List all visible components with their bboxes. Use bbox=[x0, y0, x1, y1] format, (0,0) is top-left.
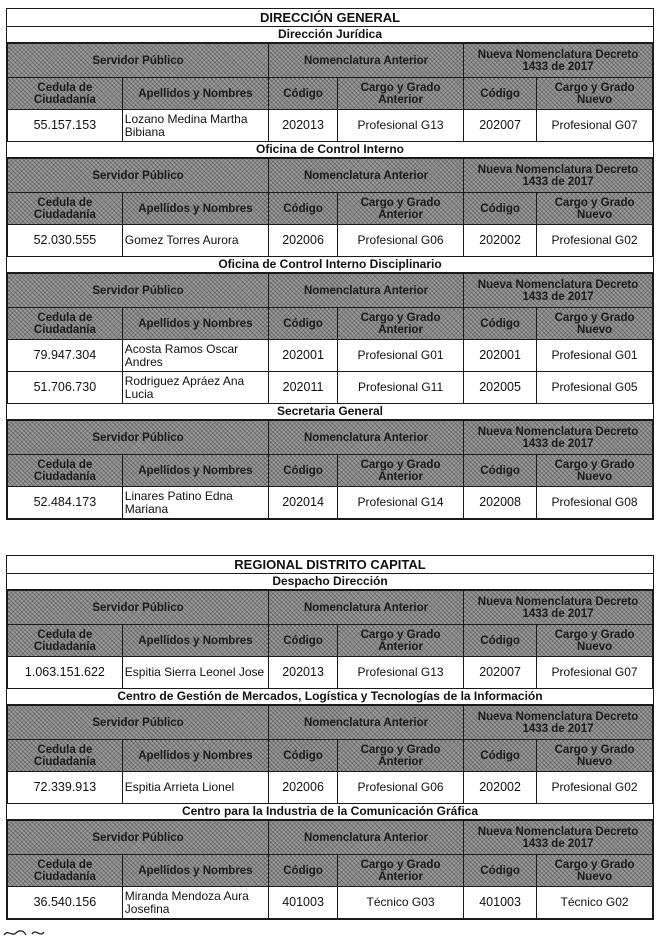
header-cedula: Cedula de Ciudadanía bbox=[8, 455, 123, 487]
codigo-nuevo-cell: 202007 bbox=[464, 110, 537, 142]
header-row-group bbox=[8, 591, 653, 625]
table-row bbox=[8, 225, 653, 257]
cargo-anterior-cell: Profesional G01 bbox=[338, 340, 464, 372]
section-table bbox=[7, 420, 653, 519]
section-table bbox=[7, 43, 653, 142]
table-row bbox=[8, 372, 653, 404]
cedula-cell: 55.157.153 bbox=[8, 110, 123, 142]
header-apellidos: Apellidos y Nombres bbox=[122, 193, 268, 225]
codigo-nuevo-cell: 401003 bbox=[464, 887, 537, 919]
header-servidor: Servidor Público bbox=[8, 706, 269, 740]
cedula-cell: 51.706.730 bbox=[8, 372, 123, 404]
header-row-group bbox=[8, 421, 653, 455]
section-title: Oficina de Control Interno Disciplinario bbox=[7, 257, 653, 273]
header-nomenclatura-anterior: Nomenclatura Anterior bbox=[269, 821, 464, 855]
section-title: Centro de Gestión de Mercados, Logística y Tecnologías de la Información bbox=[7, 689, 653, 705]
header-servidor: Servidor Público bbox=[8, 274, 269, 308]
cargo-anterior-cell: Profesional G06 bbox=[338, 225, 464, 257]
codigo-nuevo-cell: 202007 bbox=[464, 657, 537, 689]
codigo-nuevo-cell: 202001 bbox=[464, 340, 537, 372]
header-apellidos: Apellidos y Nombres bbox=[122, 308, 268, 340]
section-title: Secretaria General bbox=[7, 404, 653, 420]
header-nueva-nomenclatura: Nueva Nomenclatura Decreto 1433 de 2017 bbox=[464, 706, 653, 740]
cedula-cell: 52.484.173 bbox=[8, 487, 123, 519]
nombre-cell: Acosta Ramos Oscar Andres bbox=[122, 340, 268, 372]
table-row bbox=[8, 110, 653, 142]
header-nueva-nomenclatura: Nueva Nomenclatura Decreto 1433 de 2017 bbox=[464, 821, 653, 855]
nombre-cell: Gomez Torres Aurora bbox=[122, 225, 268, 257]
nombre-cell: Espitia Sierra Leonel Jose bbox=[122, 657, 268, 689]
header-row-group bbox=[8, 706, 653, 740]
table-row bbox=[8, 772, 653, 804]
header-cargo-nuevo: Cargo y Grado Nuevo bbox=[537, 193, 653, 225]
header-cargo-anterior: Cargo y Grado Anterior bbox=[338, 455, 464, 487]
header-cargo-nuevo: Cargo y Grado Nuevo bbox=[537, 625, 653, 657]
header-row-columns bbox=[8, 78, 653, 110]
cargo-nuevo-cell: Profesional G02 bbox=[537, 772, 653, 804]
header-cedula: Cedula de Ciudadanía bbox=[8, 308, 123, 340]
cedula-cell: 72.339.913 bbox=[8, 772, 123, 804]
header-nomenclatura-anterior: Nomenclatura Anterior bbox=[269, 159, 464, 193]
header-servidor: Servidor Público bbox=[8, 821, 269, 855]
nombre-cell: Espitia Arrieta Lionel bbox=[122, 772, 268, 804]
codigo-nuevo-cell: 202008 bbox=[464, 487, 537, 519]
header-codigo: Código bbox=[269, 740, 338, 772]
section-table bbox=[7, 273, 653, 404]
header-servidor: Servidor Público bbox=[8, 44, 269, 78]
cargo-nuevo-cell: Profesional G02 bbox=[537, 225, 653, 257]
header-cargo-nuevo: Cargo y Grado Nuevo bbox=[537, 455, 653, 487]
header-cargo-anterior: Cargo y Grado Anterior bbox=[338, 855, 464, 887]
header-cargo-nuevo: Cargo y Grado Nuevo bbox=[537, 78, 653, 110]
cargo-anterior-cell: Profesional G11 bbox=[338, 372, 464, 404]
section-table bbox=[7, 705, 653, 804]
nombre-cell: Miranda Mendoza Aura Josefina bbox=[122, 887, 268, 919]
cargo-nuevo-cell: Profesional G07 bbox=[537, 110, 653, 142]
header-codigo: Código bbox=[269, 625, 338, 657]
header-cedula: Cedula de Ciudadanía bbox=[8, 625, 123, 657]
header-nueva-nomenclatura: Nueva Nomenclatura Decreto 1433 de 2017 bbox=[464, 159, 653, 193]
header-nomenclatura-anterior: Nomenclatura Anterior bbox=[269, 591, 464, 625]
header-servidor: Servidor Público bbox=[8, 591, 269, 625]
header-apellidos: Apellidos y Nombres bbox=[122, 455, 268, 487]
nombre-cell: Linares Patino Edna Mariana bbox=[122, 487, 268, 519]
header-nueva-nomenclatura: Nueva Nomenclatura Decreto 1433 de 2017 bbox=[464, 44, 653, 78]
cargo-nuevo-cell: Técnico G02 bbox=[537, 887, 653, 919]
nombre-cell: Lozano Medina Martha Bibiana bbox=[122, 110, 268, 142]
header-cargo-anterior: Cargo y Grado Anterior bbox=[338, 740, 464, 772]
codigo-anterior-cell: 202013 bbox=[269, 657, 338, 689]
header-row-columns bbox=[8, 193, 653, 225]
header-apellidos: Apellidos y Nombres bbox=[122, 625, 268, 657]
header-row-group bbox=[8, 159, 653, 193]
header-cargo-nuevo: Cargo y Grado Nuevo bbox=[537, 308, 653, 340]
cargo-anterior-cell: Técnico G03 bbox=[338, 887, 464, 919]
cedula-cell: 36.540.156 bbox=[8, 887, 123, 919]
section-title: Dirección Jurídica bbox=[7, 27, 653, 43]
header-servidor: Servidor Público bbox=[8, 421, 269, 455]
codigo-anterior-cell: 202014 bbox=[269, 487, 338, 519]
header-servidor: Servidor Público bbox=[8, 159, 269, 193]
header-codigo: Código bbox=[269, 855, 338, 887]
block-regional-distrito-capital bbox=[6, 555, 654, 920]
header-row-group bbox=[8, 821, 653, 855]
cargo-nuevo-cell: Profesional G05 bbox=[537, 372, 653, 404]
codigo-nuevo-cell: 202005 bbox=[464, 372, 537, 404]
header-nomenclatura-anterior: Nomenclatura Anterior bbox=[269, 274, 464, 308]
codigo-anterior-cell: 202001 bbox=[269, 340, 338, 372]
cargo-anterior-cell: Profesional G06 bbox=[338, 772, 464, 804]
section-table bbox=[7, 158, 653, 257]
nombre-cell: Rodriguez Apráez Ana Lucia bbox=[122, 372, 268, 404]
header-codigo-nuevo: Código bbox=[464, 78, 537, 110]
section-table bbox=[7, 820, 653, 919]
header-cargo-nuevo: Cargo y Grado Nuevo bbox=[537, 855, 653, 887]
header-cargo-nuevo: Cargo y Grado Nuevo bbox=[537, 740, 653, 772]
header-row-group bbox=[8, 44, 653, 78]
header-row-columns bbox=[8, 625, 653, 657]
cedula-cell: 52.030.555 bbox=[8, 225, 123, 257]
block-title: REGIONAL DISTRITO CAPITAL bbox=[7, 556, 653, 574]
codigo-anterior-cell: 202013 bbox=[269, 110, 338, 142]
section-table bbox=[7, 590, 653, 689]
cargo-anterior-cell: Profesional G13 bbox=[338, 657, 464, 689]
block-title: DIRECCIÓN GENERAL bbox=[7, 9, 653, 27]
header-codigo: Código bbox=[269, 455, 338, 487]
cargo-nuevo-cell: Profesional G07 bbox=[537, 657, 653, 689]
block-direccion-general bbox=[6, 8, 654, 520]
section-title: Oficina de Control Interno bbox=[7, 142, 653, 158]
header-apellidos: Apellidos y Nombres bbox=[122, 78, 268, 110]
header-codigo-nuevo: Código bbox=[464, 193, 537, 225]
cedula-cell: 1.063.151.622 bbox=[8, 657, 123, 689]
header-row-columns bbox=[8, 855, 653, 887]
table-row bbox=[8, 487, 653, 519]
header-apellidos: Apellidos y Nombres bbox=[122, 855, 268, 887]
header-row-group bbox=[8, 274, 653, 308]
header-cargo-anterior: Cargo y Grado Anterior bbox=[338, 625, 464, 657]
header-cedula: Cedula de Ciudadanía bbox=[8, 193, 123, 225]
header-nueva-nomenclatura: Nueva Nomenclatura Decreto 1433 de 2017 bbox=[464, 591, 653, 625]
header-nueva-nomenclatura: Nueva Nomenclatura Decreto 1433 de 2017 bbox=[464, 421, 653, 455]
codigo-anterior-cell: 202006 bbox=[269, 772, 338, 804]
header-nomenclatura-anterior: Nomenclatura Anterior bbox=[269, 44, 464, 78]
header-apellidos: Apellidos y Nombres bbox=[122, 740, 268, 772]
header-codigo: Código bbox=[269, 193, 338, 225]
header-codigo-nuevo: Código bbox=[464, 308, 537, 340]
codigo-anterior-cell: 202011 bbox=[269, 372, 338, 404]
header-row-columns bbox=[8, 740, 653, 772]
handwritten-signature bbox=[2, 925, 72, 939]
header-row-columns bbox=[8, 308, 653, 340]
codigo-anterior-cell: 401003 bbox=[269, 887, 338, 919]
table-row bbox=[8, 657, 653, 689]
section-title: Centro para la Industria de la Comunicación Gráfica bbox=[7, 804, 653, 820]
header-cargo-anterior: Cargo y Grado Anterior bbox=[338, 308, 464, 340]
header-nomenclatura-anterior: Nomenclatura Anterior bbox=[269, 706, 464, 740]
header-cedula: Cedula de Ciudadanía bbox=[8, 740, 123, 772]
codigo-anterior-cell: 202006 bbox=[269, 225, 338, 257]
cargo-anterior-cell: Profesional G13 bbox=[338, 110, 464, 142]
header-nomenclatura-anterior: Nomenclatura Anterior bbox=[269, 421, 464, 455]
codigo-nuevo-cell: 202002 bbox=[464, 772, 537, 804]
header-cedula: Cedula de Ciudadanía bbox=[8, 855, 123, 887]
table-row bbox=[8, 887, 653, 919]
header-row-columns bbox=[8, 455, 653, 487]
codigo-nuevo-cell: 202002 bbox=[464, 225, 537, 257]
header-codigo: Código bbox=[269, 78, 338, 110]
cargo-nuevo-cell: Profesional G08 bbox=[537, 487, 653, 519]
cargo-anterior-cell: Profesional G14 bbox=[338, 487, 464, 519]
header-codigo-nuevo: Código bbox=[464, 855, 537, 887]
table-row bbox=[8, 340, 653, 372]
header-cargo-anterior: Cargo y Grado Anterior bbox=[338, 78, 464, 110]
header-cargo-anterior: Cargo y Grado Anterior bbox=[338, 193, 464, 225]
cargo-nuevo-cell: Profesional G01 bbox=[537, 340, 653, 372]
cedula-cell: 79.947.304 bbox=[8, 340, 123, 372]
header-codigo-nuevo: Código bbox=[464, 740, 537, 772]
header-nueva-nomenclatura: Nueva Nomenclatura Decreto 1433 de 2017 bbox=[464, 274, 653, 308]
header-codigo-nuevo: Código bbox=[464, 455, 537, 487]
header-cedula: Cedula de Ciudadanía bbox=[8, 78, 123, 110]
header-codigo-nuevo: Código bbox=[464, 625, 537, 657]
header-codigo: Código bbox=[269, 308, 338, 340]
section-title: Despacho Dirección bbox=[7, 574, 653, 590]
